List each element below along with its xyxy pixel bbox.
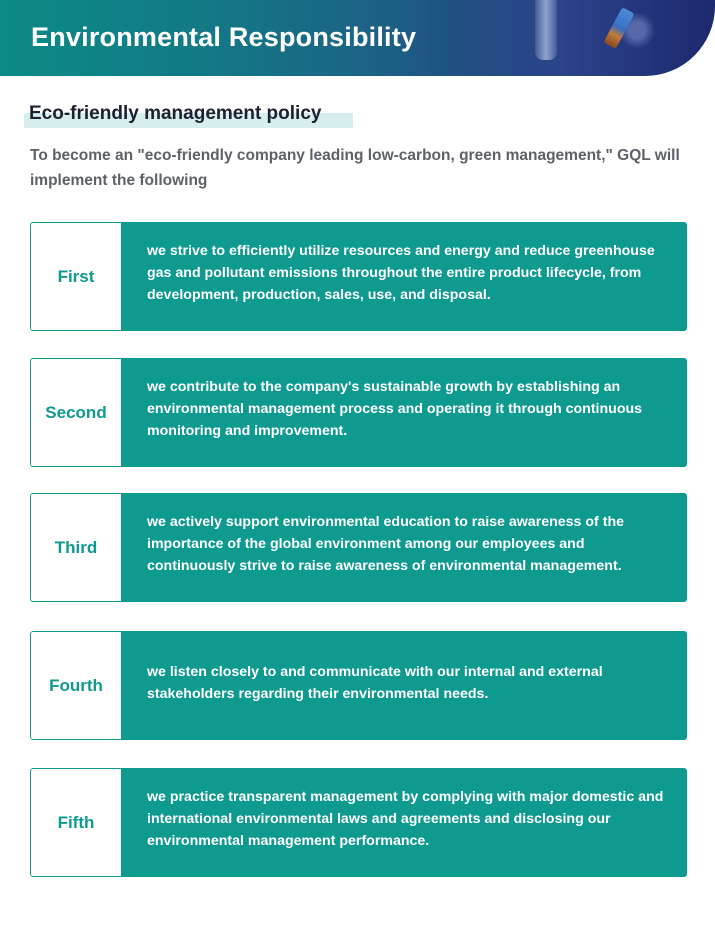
section-title: Eco-friendly management policy [29,103,322,124]
policy-label: Fourth [49,675,103,695]
policy-label-box [30,358,121,467]
policy-label-box [30,631,121,740]
policy-item-fourth [30,631,687,740]
policy-text-box [121,493,687,602]
policy-label-box [30,768,121,877]
policy-label: First [57,266,95,286]
policy-text: we strive to efficiently utilize resources and energy and reduce greenhouse gas and pollutant emissions throughout the entire product lifecycle, from development, production, sales, use, and disposal. [147,243,655,303]
policy-label: Second [45,402,107,422]
policy-text: we listen closely to and communicate with our internal and external stakeholders regarding their environmental needs. [147,664,603,702]
section-heading [24,101,321,127]
policy-text-box [121,768,687,877]
policy-text: we practice transparent management by complying with major domestic and international environmental laws and agreements and disclosing our environmental management performance. [147,789,664,849]
policy-text-box [121,358,687,467]
policy-item-fifth [30,768,687,877]
policy-item-first [30,222,687,331]
header-banner [0,0,715,76]
page-title: Environmental Responsibility [31,22,417,52]
policy-text: we actively support environmental education to raise awareness of the importance of the global environment among our employees and continuously strive to raise awareness of environmental management. [147,514,624,574]
policy-label: Fifth [57,812,95,832]
policy-label-box [30,493,121,602]
policy-label-box [30,222,121,331]
policy-item-third [30,493,687,602]
policy-text-box [121,222,687,331]
policy-text-box [121,631,687,740]
test-tube-image [535,0,557,60]
lab-photo-image [455,0,715,76]
policy-item-second [30,358,687,467]
intro-text: To become an "eco-friendly company leading low-carbon, green management," GQL will implement the following [30,147,680,189]
policy-label: Third [54,537,98,557]
policy-text: we contribute to the company's sustainable growth by establishing an environmental management process and operating it through continuous monitoring and improvement. [147,379,643,439]
